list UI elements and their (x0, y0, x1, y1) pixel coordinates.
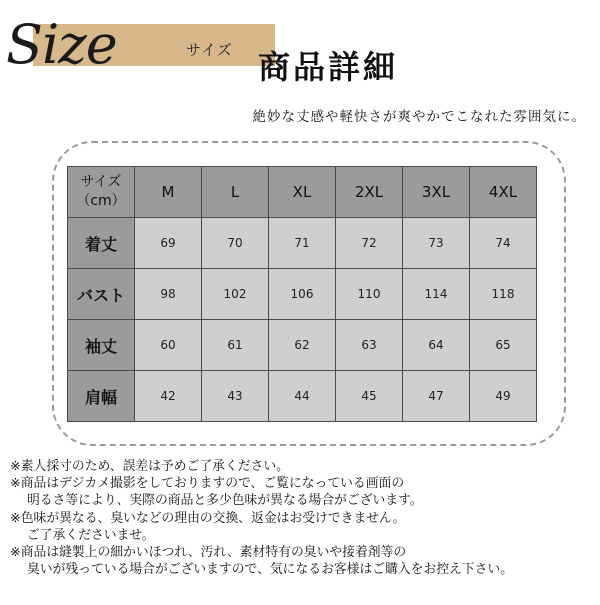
corner-cell (68, 167, 135, 218)
value-cell: 42 (135, 371, 202, 422)
value-cell: 63 (336, 320, 403, 371)
corner-label: サイズ (80, 174, 122, 190)
value-cell: 49 (470, 371, 537, 422)
value-cell: 114 (403, 269, 470, 320)
note-line: ※素人採寸のため、誤差は予めご了承ください。 (10, 459, 289, 474)
value-cell: 74 (470, 218, 537, 269)
value-cell: 106 (269, 269, 336, 320)
size-header-cell: 3XL (403, 167, 470, 218)
value-cell: 60 (135, 320, 202, 371)
row-label: バスト (68, 269, 135, 320)
row-label: 肩幅 (68, 371, 135, 422)
size-kana-label: サイズ (186, 41, 233, 59)
value-cell: 69 (135, 218, 202, 269)
value-cell: 45 (336, 371, 403, 422)
size-header-cell: M (135, 167, 202, 218)
value-cell: 70 (202, 218, 269, 269)
size-header-row (68, 167, 537, 218)
note-line: ※商品はデジカメ撮影をしておりますので、ご覧になっている画面の (10, 476, 405, 492)
notes-block (10, 458, 513, 578)
value-cell: 118 (470, 269, 537, 320)
value-cell: 110 (336, 269, 403, 320)
value-cell: 98 (135, 269, 202, 320)
value-cell: 61 (202, 320, 269, 371)
size-header-cell: 4XL (470, 167, 537, 218)
value-cell: 65 (470, 320, 537, 371)
table-row (68, 218, 537, 269)
value-cell: 102 (202, 269, 269, 320)
value-cell: 71 (269, 218, 336, 269)
tagline: 絶妙な丈感や軽快さが爽やかでこなれた雰囲気に。 (252, 109, 586, 125)
table-row (68, 371, 537, 422)
size-logo: Size (6, 13, 117, 76)
value-cell: 47 (403, 371, 470, 422)
value-cell: 72 (336, 218, 403, 269)
table-row (68, 269, 537, 320)
corner-unit: （cm） (76, 193, 126, 209)
note-line: ご了承くださいませ。 (27, 527, 155, 543)
note-line: 臭いが残っている場合がございますので、気になるお客様はご購入をお控え下さい。 (27, 562, 514, 578)
value-cell: 43 (202, 371, 269, 422)
row-label: 着丈 (68, 218, 135, 269)
size-table (67, 166, 537, 422)
page-title: 商品詳細 (258, 48, 399, 86)
size-header-cell: 2XL (336, 167, 403, 218)
note-line: ※商品は縫製上の細かいほつれ、汚れ、素材特有の臭いや接着剤等の (10, 545, 407, 561)
value-cell: 62 (269, 320, 336, 371)
value-cell: 64 (403, 320, 470, 371)
note-line: ※色味が異なる、臭いなどの理由の交換、返金はお受けできません。 (10, 510, 406, 526)
value-cell: 73 (403, 218, 470, 269)
value-cell: 44 (269, 371, 336, 422)
size-header-cell: L (202, 167, 269, 218)
size-header-cell: XL (269, 167, 336, 218)
note-line: 明るさ等により、実際の商品と多少色味が異なる場合がございます。 (27, 493, 423, 509)
row-label: 袖丈 (68, 320, 135, 371)
table-row (68, 320, 537, 371)
